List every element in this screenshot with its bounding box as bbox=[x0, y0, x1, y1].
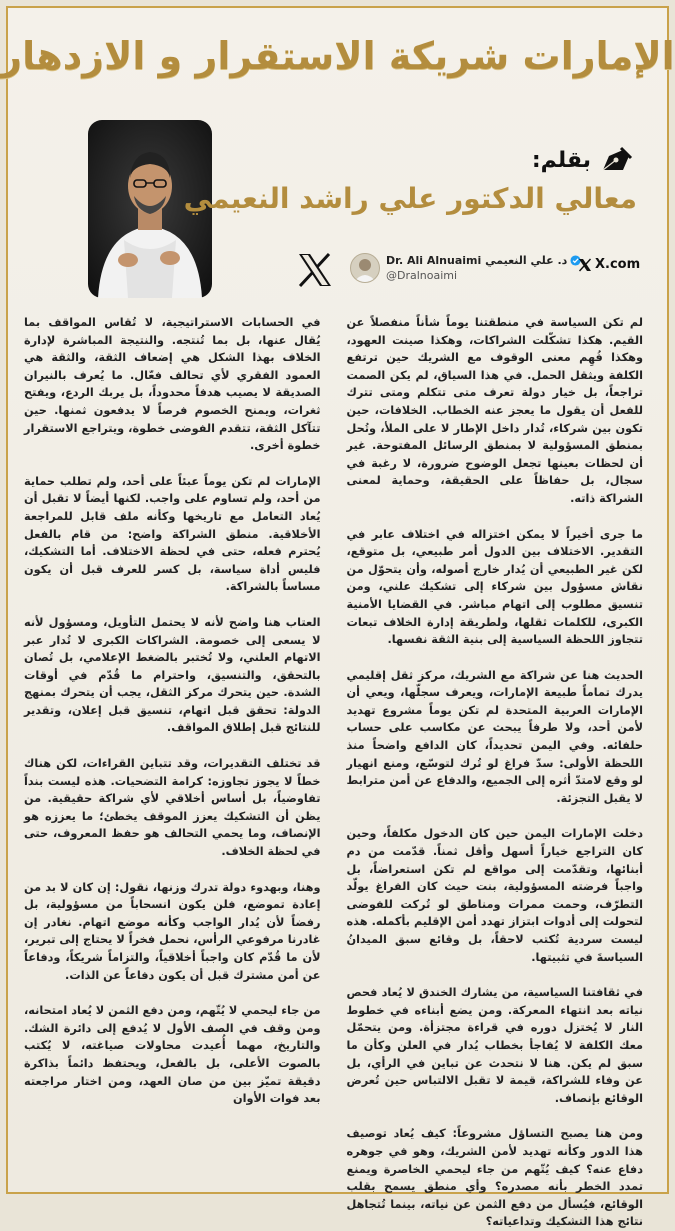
social-profile[interactable] bbox=[350, 250, 568, 286]
paragraph: في ثقافتنا السياسية، من يشارك الخندق لا يُعاد فحص نياته بعد انتهاء المعركة. ومن يضع أبناءه في خطوط النار لا يُختزل دوره في قراءة مجتزأة. ومن يتحمّل معك الكلفة لا يُفاجأ بخطاب يُدار في العلن وكأن ما سبق لم يكن. هنا لا نتحدث عن تباين في الرأي، بل عن وفاء للشراكة، قيمة لا تقبل الالتباس حين تُعرض الوقائع بإنصاف. bbox=[346, 986, 643, 1105]
headline: الإمارات شريكة الاستقرار و الازدهار bbox=[0, 34, 675, 78]
byline-label: بقلم: bbox=[531, 147, 591, 173]
byline bbox=[532, 146, 633, 174]
paragraph: قد تختلف التقديرات، وقد تتباين القراءات، لكن هناك خطاً لا يجوز تجاوزه: كرامة التضحيات. هذه ليست بنداً تفاوضياً، بل أساس أخلاقي لأي شراكة حقيقية. من يظن أن التشكيك يعزز الموقف يخطئ؛ ما يعززه هو الإنصاف، وما يحمي التحالف هو حفظ المعروف، حتى في لحظة الخلاف. bbox=[24, 757, 321, 859]
x-site-label: X.com bbox=[595, 257, 641, 272]
paragraph: دخلت الإمارات اليمن حين كان الدخول مكلفاً، وحين كان التراجع خياراً أسهل وأقل ثمناً. قدّمت من دم أبنائها، وتقدّمت إلى مواقع لم تكن استعراضاً، بل واجباً فرضته المسؤولية، بنت حيث كان الفراغ يولّد التطرّف، وحمت ممرات ومناطق لو تُركت للفوضى لتحولت إلى أدوات ابتزاز تهدد أمن الإقليم بأكمله. هذه ليست سردية تُكتب لاحقاً، بل وقائع سبق الميدانُ السياسةَ في تثبيتها. bbox=[346, 827, 643, 964]
paragraph: الحديث هنا عن شراكة مع الشريك، مركز ثقل إقليمي يدرك تماماً طبيعة الإمارات، ويعرف سجلّها، ويعي أن الإمارات العربية المتحدة لم تكن يوماً مشروع تهديد لأمن أحد، ولا طرفاً يبحث عن مكاسب على حساب حلفائه. وفي اليمن تحديداً، كان الدافع واضحاً منذ اللحظة الأولى: سدّ فراغ لو تُرك لتوسّع، ومنع انهيار لو وقع لامتدّ أثره إلى الجميع، والدفاع عن أمن مترابط لا يقبل التجزئة. bbox=[346, 668, 643, 805]
paragraph: وهنا، وبهدوء دولة تدرك وزنها، نقول: إن كان لا بد من إعادة تموضع، فلن يكون انسحاباً من مسؤولية، بل رفضاً لأن يُدار الواجب وكأنه موضع اتهام. نغادر إن غادرنا مرفوعي الرأس، نحمل فخراً لا يحتاج إلى تبرير، لأن ما قُدّم كان واجباً أخلاقياً، والتزاماً شريكاً، ودفاعاً عن أمن مشترك قبل أن يكون دفاعاً عن الذات. bbox=[24, 880, 321, 982]
paragraph: العتاب هنا واضح لأنه لا يحتمل التأويل، ومسؤول لأنه لا يسعى إلى خصومة. الشراكات الكبرى لا تُدار عبر الاتهام العلني، ولا تُختبر بالضغط الإعلامي، بل تُصان بالتحقق، والتنسيق، واحترام ما قُدّم في أوقات الشدة. حين يتحرك مركز الثقل، يجب أن يتحرك بمنهج الدولة: تحقق قبل اتهام، تنسيق قبل إعلان، وتقدير للنتائج قبل إطلاق المواقف. bbox=[24, 615, 321, 735]
x-small-icon bbox=[578, 258, 592, 272]
paragraph: ما جرى أخيراً لا يمكن اختزاله في اختلاف عابر في التقدير. الاختلاف بين الدول أمر طبيعي، بل متوقع، لكن غير الطبيعي أن يُدار خارج أصوله، وأن يتحوّل من نقاش مسؤول بين شركاء إلى تشكيك علني، ومن تنسيق مطلوب إلى اتهام مباشر. في القضايا الأمنية الكبرى، للكلمات ثقلها، ولطريقة إدارة الخلاف تبعات تتجاوز اللحظة السياسية إلى بنية الثقة نفسها. bbox=[346, 527, 643, 647]
paragraph: من جاء ليحمي لا يُتّهم، ومن دفع الثمن لا يُعاد امتحانه، ومن وقف في الصف الأول لا يُدفع إلى دائرة الشك. والتاريخ، مهما أُعيدت محاولات صياغته، لا يُكتب بالصوت الأعلى، بل بالفعل، ويحتفظ دائماً بذاكرة دقيقة تميّز بين من صان العهد، ومن اختار مراجعته بعد فوات الأوان bbox=[24, 1004, 321, 1106]
paragraph: الإمارات لم تكن يوماً عبئاً على أحد، ولم تطلب حماية من أحد، ولم تساوم على واجب. لكنها أيضاً لا تقبل أن يُعاد التعامل مع تاريخها وكأنه ملف قابل للمراجعة الأخلاقية. منطق الشراكة واضح: من قام بالفعل يُحترم فعله، حتى في لحظة الاختلاف. أما التشكيك، فليس أداة سياسة، بل كسر للعرف قبل أن يكون مساساً بالشراكة. bbox=[24, 474, 321, 594]
profile-display-name: Dr. Ali Alnuaimi د. علي النعيمي bbox=[386, 254, 568, 267]
article-body bbox=[24, 314, 651, 1229]
author-name: معالي الدكتور علي راشد النعيمي bbox=[183, 182, 637, 215]
pen-icon bbox=[599, 146, 633, 174]
profile-handle: @Dralnoaimi bbox=[386, 269, 458, 282]
paragraph: لم تكن السياسة في منطقتنا يوماً شأناً منفصلاً عن القيم. هكذا تشكّلت الشراكات، وهكذا صينت العهود، وهكذا فُهِم معنى الوقوف مع الشريك حين ترتفع الكلفة ويثقل الحمل. في هذا السياق، لم يكن الصمت تراجعاً، بل خيار دولة تعرف متى تتكلم ومتى تترك للفعل أن يقول ما يعجز عنه الخطاب. الخلافات، حين تكون بين شركاء، تُدار داخل الإطار لا على الملأ، وتُحل بمنطق المسؤولية لا بمنطق الرسائل المفتوحة. غير أن لحظات بعينها تجعل الوضوح ضرورة، لا رغبة في سجال، بل حفاظاً على الحقيقة، وحماية لمعنى الشراكة ذاته. bbox=[346, 316, 643, 505]
article-column-right bbox=[346, 314, 652, 1229]
paragraph: في الحسابات الاستراتيجية، لا تُقاس المواقف بما يُقال عنها، بل بما تُنتجه. والنتيجة المباشرة لإدارة الخلاف بهذا الشكل هي إضعاف الثقة، والثقة هي العمود الفقري لأي تحالف فعّال. ما يُعرف بالنيران الصديقة لا يصيب هدفاً محدوداً، بل يربك الردع، ويفتح ثغرات، ويمنح الخصوم فرصاً لا يدفعون ثمنها. حين تتآكل الثقة، تتقدم الفوضى خطوة، ويتراجع الاستقرار خطوة أخرى. bbox=[24, 316, 321, 453]
x-logo-icon bbox=[295, 250, 335, 290]
paragraph: ومن هنا يصبح التساؤل مشروعاً: كيف يُعاد توصيف هذا الدور وكأنه تهديد لأمن الشريك، وهو في جوهره دفاع عنه؟ كيف يُتّهم من جاء ليحمي الخاصرة ويمنع تمدد الخطر بأنه مصدره؟ وأي منطق يسمح بقلب الوقائع، فيُسأل من دفع الثمن عن نياته، بينما تُتجاهل نتائج هذا التشكيك وتداعياته؟ bbox=[346, 1127, 643, 1229]
article-column-left bbox=[24, 314, 321, 1184]
x-site-link[interactable] bbox=[578, 257, 640, 272]
avatar bbox=[350, 253, 380, 283]
